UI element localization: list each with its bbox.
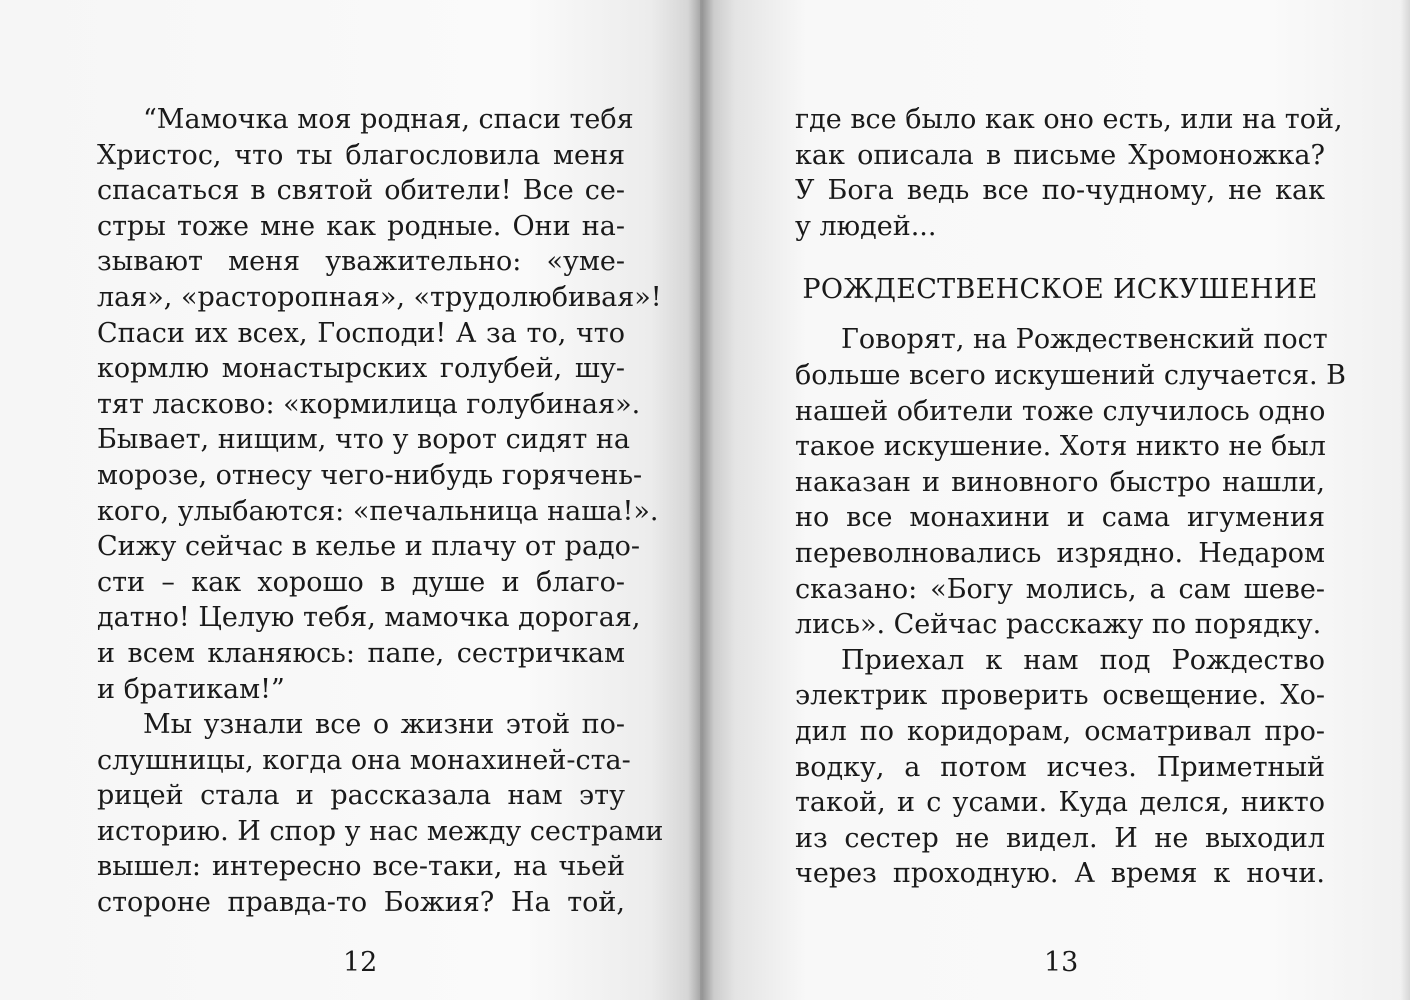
text-line: зывают меня уважительно: «уме- — [97, 246, 625, 278]
text-line: У Бога ведь все по-чудному, не как — [795, 175, 1325, 207]
text-line: водку, а потом исчез. Приметный — [795, 751, 1325, 783]
text-line: рицей стала и рассказала нам эту — [97, 780, 625, 812]
text-line: такой, и с усами. Куда делся, никто — [795, 787, 1325, 819]
text-line: Спаси их всех, Господи! А за то, что — [97, 317, 625, 349]
text-line: историю. И спор у нас между сестрами — [97, 815, 664, 847]
text-line: Сижу сейчас в келье и плачу от радо- — [97, 531, 641, 563]
page-number: 12 — [343, 947, 378, 978]
text-line: у людей... — [795, 210, 937, 242]
text-line: лись». Сейчас расскажу по порядку. — [795, 609, 1322, 641]
text-line: такое искушение. Хотя никто не был — [795, 431, 1326, 463]
text-line: через проходную. А время к ночи. — [795, 858, 1325, 890]
text-line: Мы узнали все о жизни этой по- — [143, 709, 625, 741]
text-line: датно! Целую тебя, мамочка дорогая, — [97, 602, 641, 634]
text-line: “Мамочка моя родная, спаси тебя — [143, 104, 634, 135]
text-line: и братикам!” — [97, 673, 285, 705]
text-line: переволновались изрядно. Недаром — [795, 537, 1325, 569]
text-line: наказан и виновного быстро нашли, — [795, 466, 1325, 498]
text-line: кого, улыбаются: «печальница наша!». — [97, 495, 659, 527]
text-line: слушницы, когда она монахиней-ста- — [97, 744, 631, 776]
page-edge — [1400, 0, 1410, 1000]
text-line: тят ласково: «кормилица голубиная». — [97, 388, 641, 420]
text-line: кормлю монастырских голубей, шу- — [97, 353, 625, 385]
section-heading: РОЖДЕСТВЕНСКОЕ ИСКУШЕНИЕ — [802, 274, 1318, 306]
left-page — [0, 0, 700, 1000]
spacer — [795, 310, 1325, 322]
text-line: из сестер не видел. И не выходил — [795, 822, 1325, 854]
text-line: Христос, что ты благословила меня — [97, 139, 625, 171]
text-line: как описала в письме Хромоножка? — [795, 139, 1325, 171]
text-line: но все монахини и сама игумения — [795, 502, 1325, 534]
text-line: спасаться в святой обители! Все се- — [97, 175, 625, 207]
text-line: стры тоже мне как родные. Они на- — [97, 210, 625, 242]
text-line: нашей обители тоже случилось одно — [795, 395, 1326, 427]
text-line: и всем кланяюсь: папе, сестричкам — [97, 637, 625, 669]
text-line: дил по коридорам, осматривал про- — [795, 715, 1325, 747]
text-line: морозе, отнесу чего-нибудь горячень- — [97, 459, 643, 491]
spacer — [795, 244, 1325, 270]
text-line: стороне правда-то Божия? На той, — [97, 887, 625, 919]
text-line: где все было как оно есть, или на той, — [795, 104, 1343, 135]
text-line: лая», «расторопная», «трудолюбивая»! — [97, 281, 662, 313]
text-line: вышел: интересно все-таки, на чьей — [97, 851, 625, 883]
right-page — [700, 0, 1410, 1000]
left-page-text — [97, 102, 664, 921]
text-line: Говорят, на Рождественский пост — [841, 324, 1328, 356]
right-page-text — [795, 102, 1347, 892]
text-line: сти – как хорошо в душе и благо- — [97, 566, 625, 598]
text-line: больше всего искушений случается. В — [795, 359, 1347, 391]
text-line: электрик проверить освещение. Хо- — [795, 680, 1325, 712]
text-line: Бывает, нищим, что у ворот сидят на — [97, 424, 630, 456]
text-line: сказано: «Богу молись, а сам шеве- — [795, 573, 1325, 605]
page-number: 13 — [1044, 947, 1079, 978]
text-line: Приехал к нам под Рождество — [841, 644, 1325, 676]
